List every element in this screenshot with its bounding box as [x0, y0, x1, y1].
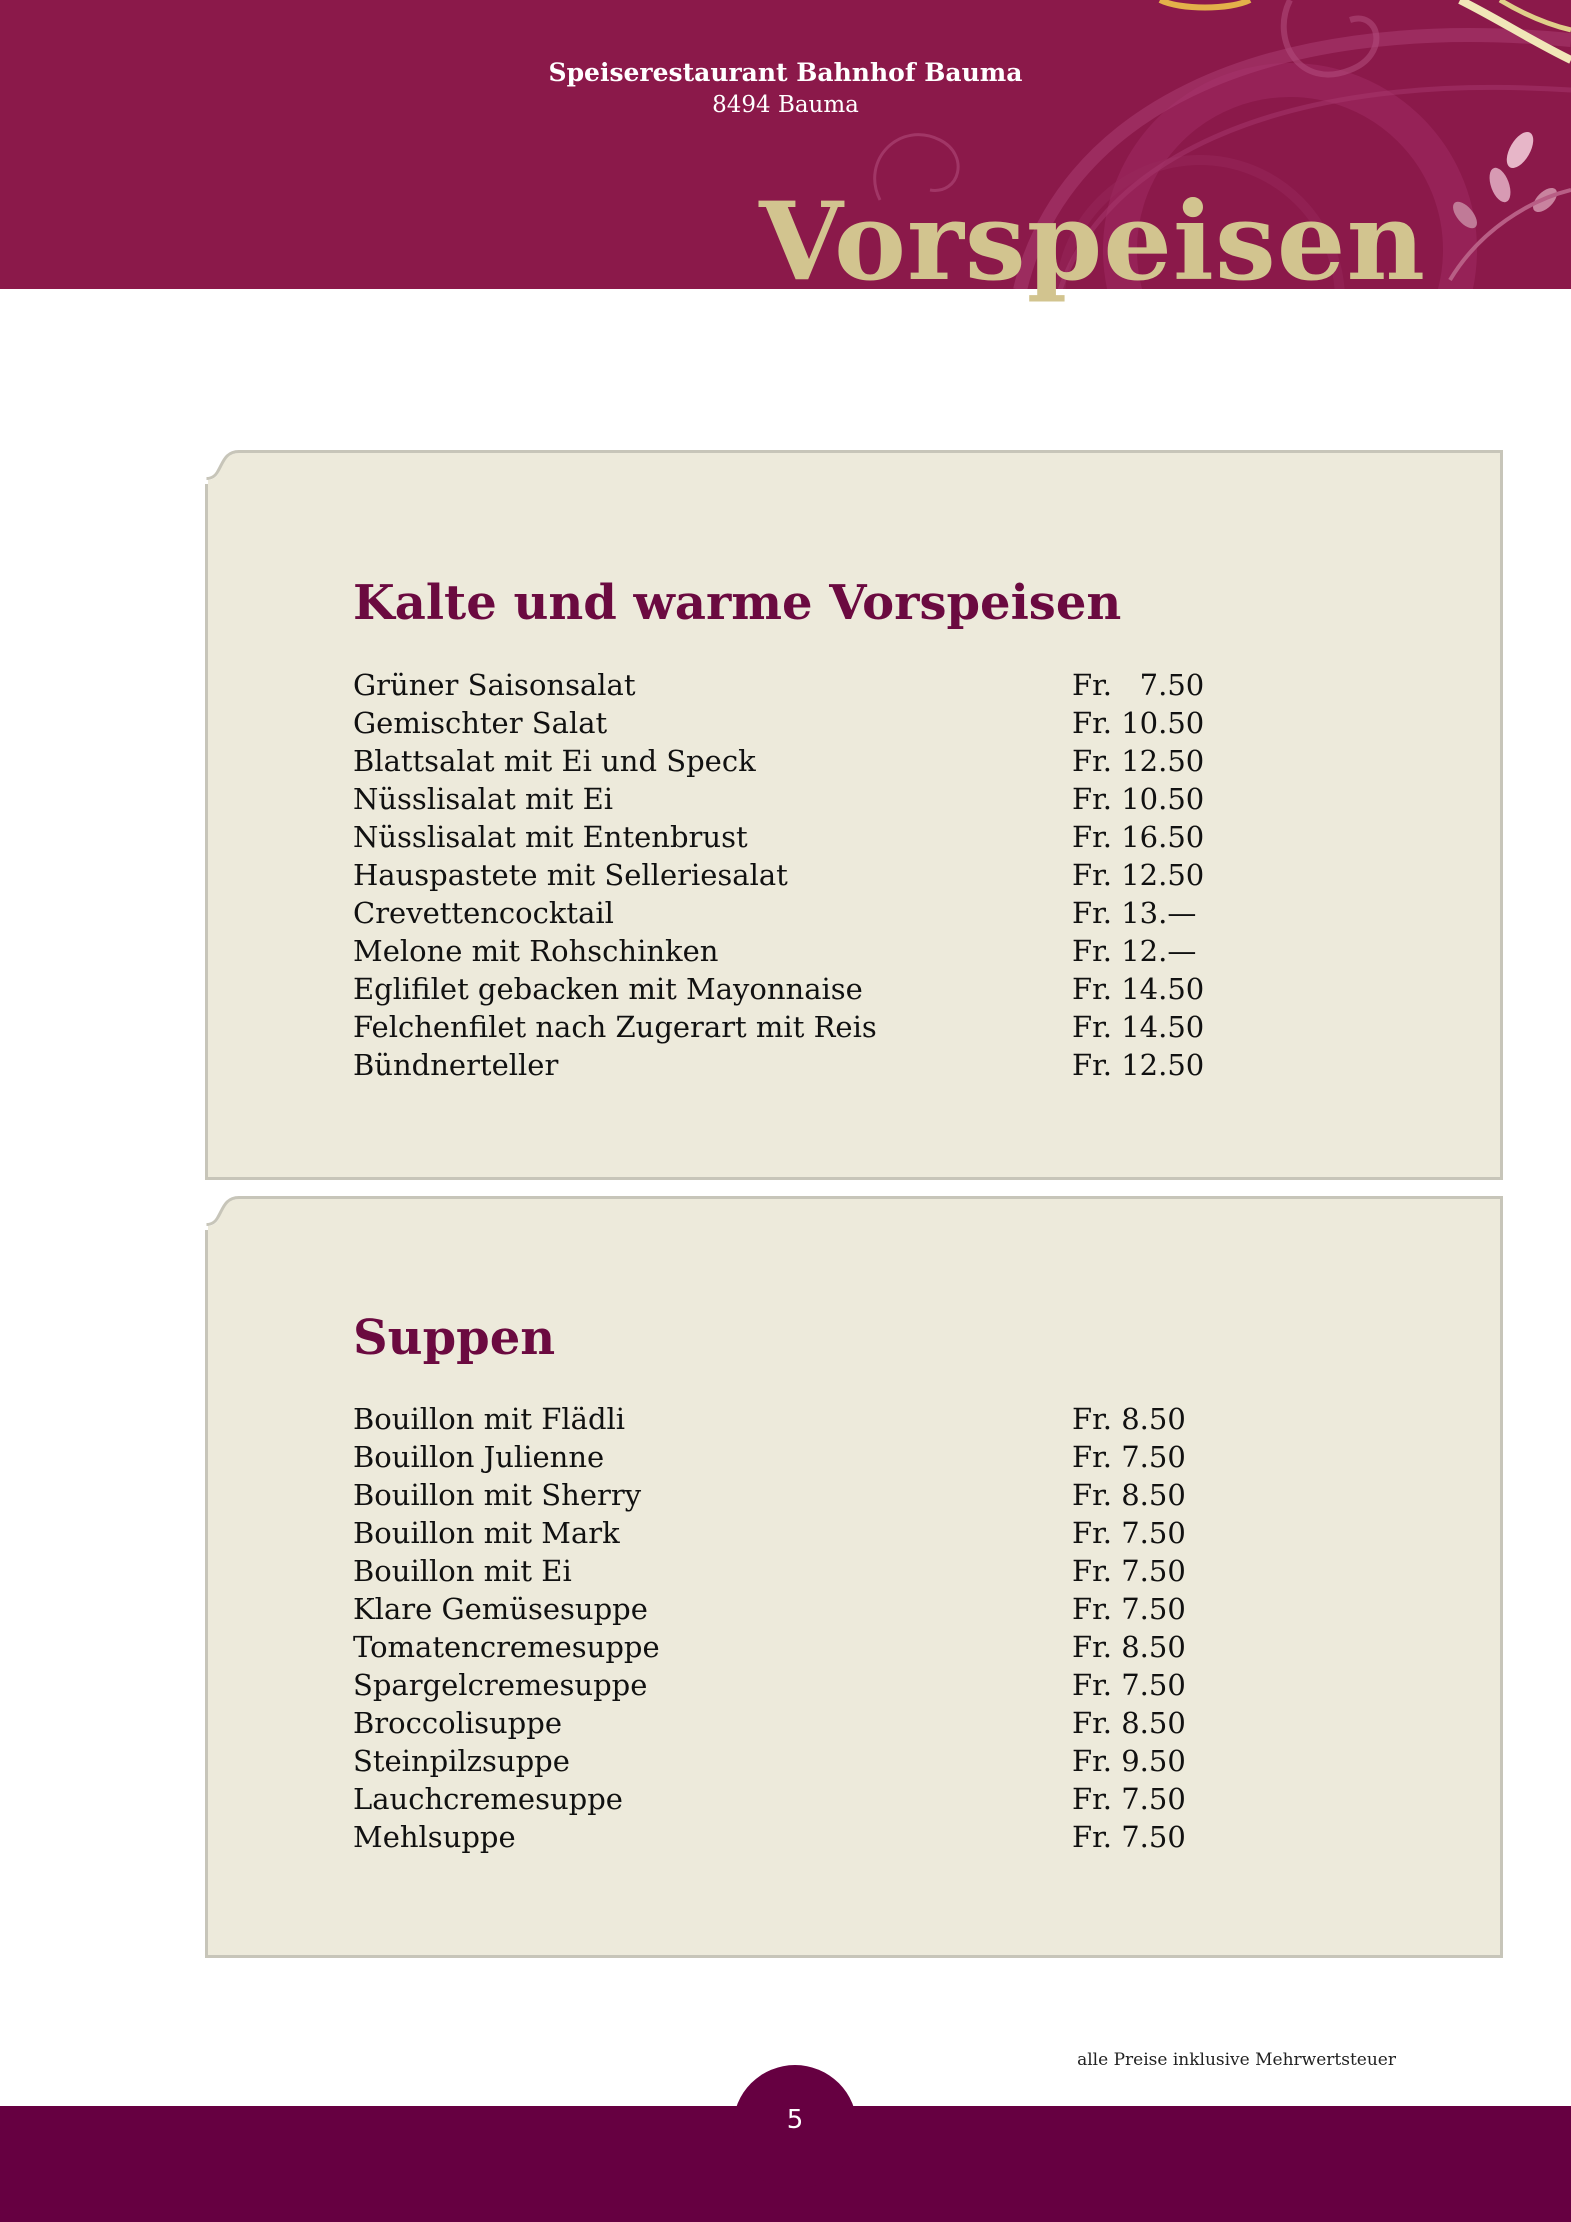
menu-item	[353, 1666, 1253, 1704]
dish-name: Gemischter Salat	[353, 706, 608, 740]
section-title-soups: Suppen	[353, 1310, 556, 1366]
dish-name: Spargelcremesuppe	[353, 1668, 648, 1702]
dish-price: Fr. 12.—	[1072, 934, 1197, 968]
dish-price: Fr. 7.50	[1072, 1592, 1186, 1626]
dish-name: Steinpilzsuppe	[353, 1744, 570, 1778]
page-title: Vorspeisen	[759, 179, 1426, 305]
corner-notch	[205, 1196, 239, 1230]
dish-name: Bouillon mit Flädli	[353, 1402, 626, 1436]
menu-item	[353, 1008, 1253, 1046]
menu-item	[353, 1476, 1253, 1514]
menu-item	[353, 666, 1253, 704]
restaurant-name: Speiserestaurant Bahnhof Bauma	[548, 58, 1023, 87]
dish-price: Fr. 9.50	[1072, 1744, 1186, 1778]
dish-price: Fr. 16.50	[1072, 820, 1205, 854]
dish-name: Felchenfilet nach Zugerart mit Reis	[353, 1010, 877, 1044]
dish-name: Broccolisuppe	[353, 1706, 562, 1740]
corner-notch	[205, 450, 239, 484]
menu-panel-soups	[205, 1196, 1503, 1958]
menu-item	[353, 1514, 1253, 1552]
menu-item	[353, 742, 1253, 780]
dish-name: Grüner Saisonsalat	[353, 668, 636, 702]
dish-price: Fr. 12.50	[1072, 744, 1205, 778]
dish-price: Fr. 8.50	[1072, 1478, 1186, 1512]
dish-price: Fr. 14.50	[1072, 1010, 1205, 1044]
dish-name: Bouillon mit Ei	[353, 1554, 572, 1588]
menu-item	[353, 1704, 1253, 1742]
dish-name: Melone mit Rohschinken	[353, 934, 719, 968]
dish-price: Fr. 14.50	[1072, 972, 1205, 1006]
vat-note: alle Preise inklusive Mehrwertsteuer	[1077, 2050, 1396, 2070]
menu-item	[353, 894, 1253, 932]
dish-price: Fr. 8.50	[1072, 1706, 1186, 1740]
menu-item	[353, 1400, 1253, 1438]
menu-item	[353, 1628, 1253, 1666]
dish-price: Fr. 8.50	[1072, 1630, 1186, 1664]
dish-name: Bouillon mit Sherry	[353, 1478, 642, 1512]
menu-list-soups	[353, 1400, 1253, 1856]
dish-price: Fr. 10.50	[1072, 782, 1205, 816]
menu-item	[353, 970, 1253, 1008]
dish-name: Klare Gemüsesuppe	[353, 1592, 648, 1626]
dish-name: Bündnerteller	[353, 1048, 559, 1082]
dish-name: Eglifilet gebacken mit Mayonnaise	[353, 972, 863, 1006]
dish-price: Fr. 12.50	[1072, 858, 1205, 892]
dish-name: Mehlsuppe	[353, 1820, 516, 1854]
menu-item	[353, 856, 1253, 894]
menu-item	[353, 1590, 1253, 1628]
section-title-starters: Kalte und warme Vorspeisen	[353, 575, 1122, 631]
menu-panel-starters	[205, 450, 1503, 1180]
dish-price: Fr. 7.50	[1072, 1668, 1186, 1702]
dish-name: Nüsslisalat mit Entenbrust	[353, 820, 748, 854]
dish-name: Crevettencocktail	[353, 896, 614, 930]
restaurant-address: 8494 Bauma	[712, 92, 859, 118]
menu-item	[353, 704, 1253, 742]
dish-price: Fr. 7.50	[1072, 1820, 1186, 1854]
menu-item	[353, 1780, 1253, 1818]
dish-price: Fr. 8.50	[1072, 1402, 1186, 1436]
dish-price: Fr. 7.50	[1072, 668, 1205, 702]
dish-price: Fr. 10.50	[1072, 706, 1205, 740]
menu-list-starters	[353, 666, 1253, 1084]
dish-price: Fr. 7.50	[1072, 1782, 1186, 1816]
dish-name: Bouillon mit Mark	[353, 1516, 620, 1550]
dish-name: Hauspastete mit Selleriesalat	[353, 858, 788, 892]
dish-price: Fr. 7.50	[1072, 1516, 1186, 1550]
page-number: 5	[786, 2105, 804, 2135]
dish-name: Nüsslisalat mit Ei	[353, 782, 614, 816]
dish-price: Fr. 7.50	[1072, 1440, 1186, 1474]
menu-item	[353, 1438, 1253, 1476]
dish-price: Fr. 13.—	[1072, 896, 1197, 930]
dish-name: Tomatencremesuppe	[353, 1630, 660, 1664]
dish-name: Lauchcremesuppe	[353, 1782, 623, 1816]
dish-name: Bouillon Julienne	[353, 1440, 605, 1474]
menu-item	[353, 1742, 1253, 1780]
menu-item	[353, 780, 1253, 818]
menu-item	[353, 1818, 1253, 1856]
dish-price: Fr. 7.50	[1072, 1554, 1186, 1588]
dish-name: Blattsalat mit Ei und Speck	[353, 744, 756, 778]
dish-price: Fr. 12.50	[1072, 1048, 1205, 1082]
menu-item	[353, 818, 1253, 856]
menu-item	[353, 1046, 1253, 1084]
menu-item	[353, 1552, 1253, 1590]
menu-item	[353, 932, 1253, 970]
